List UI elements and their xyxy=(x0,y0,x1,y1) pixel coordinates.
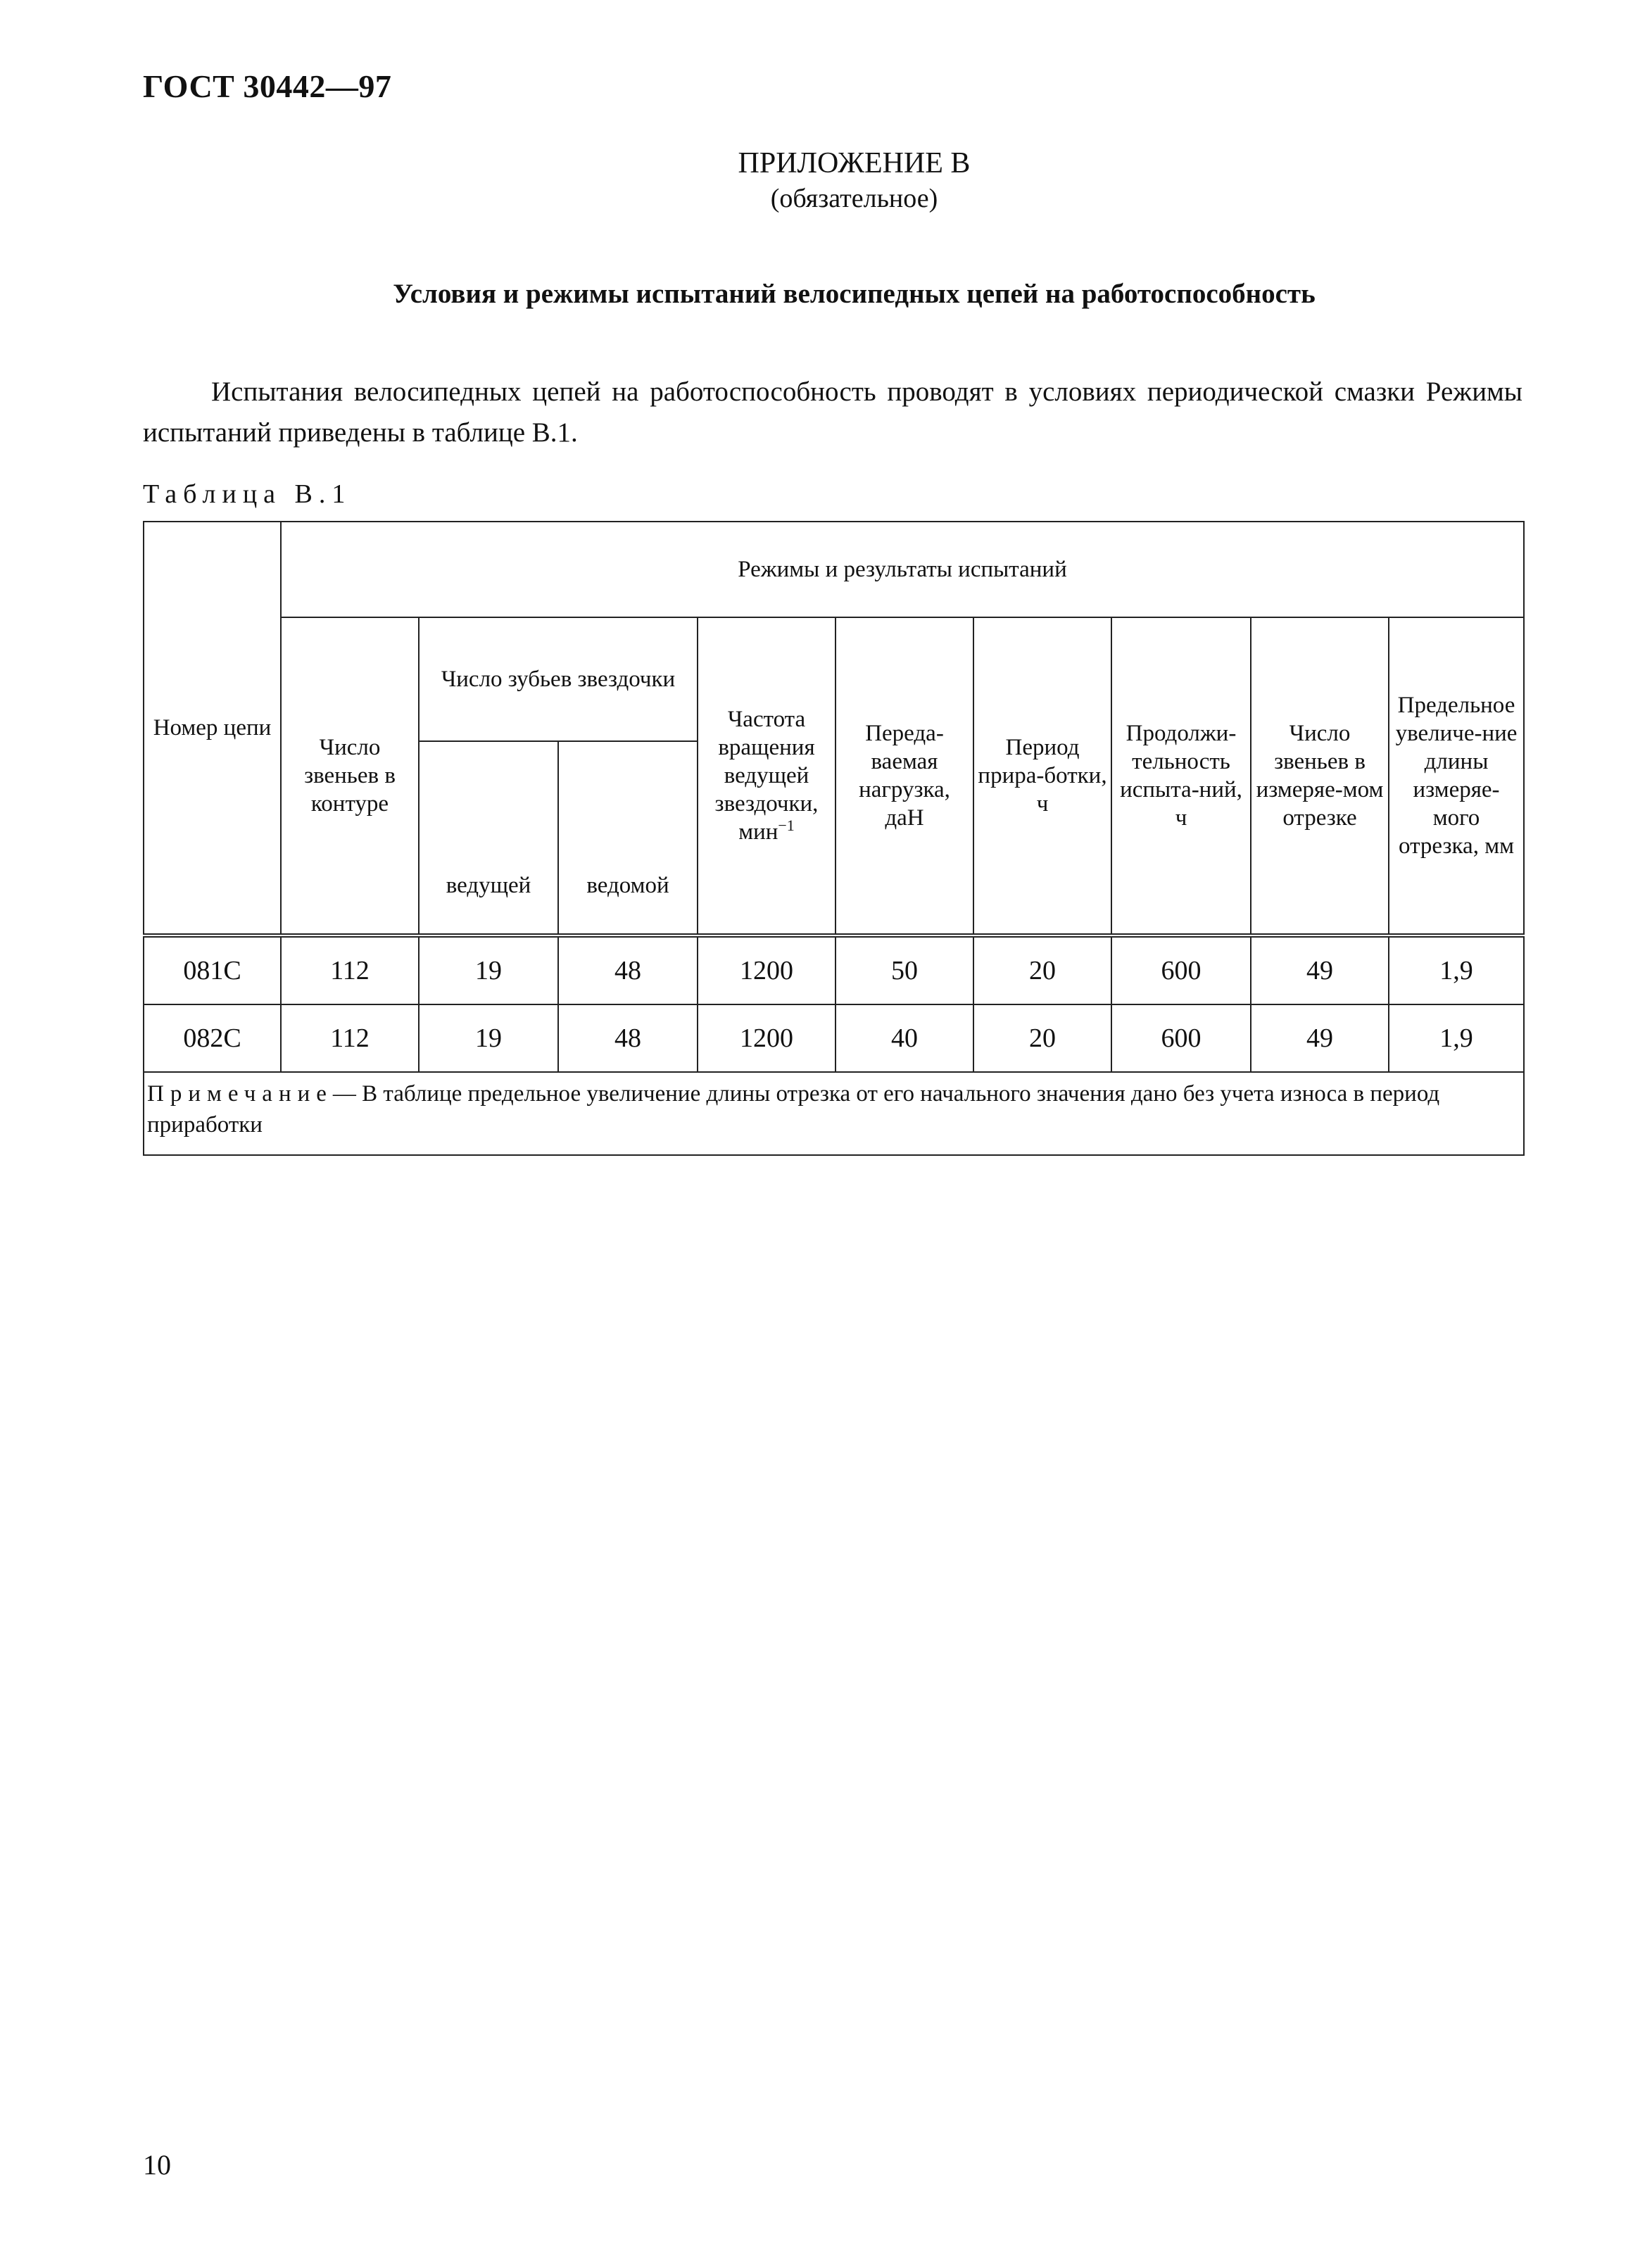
cell-links: 112 xyxy=(281,1004,419,1072)
cell-links: 112 xyxy=(281,935,419,1004)
header-rotation-frequency-text: Частота вращения ведущей звездочки, мин xyxy=(714,707,819,845)
header-duration: Продолжи-тельность испыта-ний, ч xyxy=(1111,617,1251,935)
cell-frequency: 1200 xyxy=(698,935,836,1004)
header-chain-number: Номер цепи xyxy=(144,522,281,935)
header-load: Переда-ваемая нагрузка, даН xyxy=(836,617,973,935)
header-links-in-loop: Число звеньев в контуре xyxy=(281,617,419,935)
table-caption: Таблица В.1 xyxy=(143,479,352,509)
table-row xyxy=(144,935,1524,1004)
cell-measured: 49 xyxy=(1251,1004,1389,1072)
document-standard-number: ГОСТ 30442—97 xyxy=(143,68,392,104)
cell-driving: 19 xyxy=(419,935,558,1004)
cell-chain: 081С xyxy=(144,935,281,1004)
header-rotation-frequency xyxy=(698,617,836,935)
header-run-in: Период прира-ботки, ч xyxy=(973,617,1111,935)
cell-run-in: 20 xyxy=(973,1004,1111,1072)
table-note-row xyxy=(144,1072,1524,1155)
cell-driven: 48 xyxy=(558,935,698,1004)
cell-duration: 600 xyxy=(1111,935,1251,1004)
header-links-measured: Число звеньев в измеряе-мом отрезке xyxy=(1251,617,1389,935)
header-max-elongation: Предельное увеличе-ние длины измеряе-мого отрезка, мм xyxy=(1389,617,1524,935)
cell-duration: 600 xyxy=(1111,1004,1251,1072)
header-teeth-group: Число зубьев звездочки xyxy=(419,617,698,741)
cell-elongation: 1,9 xyxy=(1389,1004,1524,1072)
cell-run-in: 20 xyxy=(973,935,1111,1004)
page-number: 10 xyxy=(143,2149,171,2181)
cell-load: 50 xyxy=(836,935,973,1004)
cell-driving: 19 xyxy=(419,1004,558,1072)
section-title: Условия и режимы испытаний велосипедных цепей на работоспособность xyxy=(393,279,1316,309)
note-text: — В таблице предельное увеличение длины отрезка от его начального значения дано без учета износа в период приработки xyxy=(147,1081,1440,1137)
header-rotation-frequency-sup: −1 xyxy=(778,817,795,834)
header-teeth-driven: ведомой xyxy=(558,741,698,935)
appendix-status: (обязательное) xyxy=(770,184,938,213)
cell-measured: 49 xyxy=(1251,935,1389,1004)
table-note xyxy=(144,1072,1524,1155)
header-teeth-driving: ведущей xyxy=(419,741,558,935)
cell-load: 40 xyxy=(836,1004,973,1072)
cell-elongation: 1,9 xyxy=(1389,935,1524,1004)
intro-paragraph: Испытания велосипедных цепей на работоспособность проводят в условиях периодической смазки Режимы испытаний приведены в таблице В.1. xyxy=(143,377,1522,448)
header-group-modes-results: Режимы и результаты испытаний xyxy=(281,522,1524,617)
appendix-title: ПРИЛОЖЕНИЕ В xyxy=(738,147,971,179)
table-row xyxy=(144,1004,1524,1072)
test-modes-table xyxy=(143,521,1525,1156)
cell-frequency: 1200 xyxy=(698,1004,836,1072)
cell-chain: 082С xyxy=(144,1004,281,1072)
note-label: Примечание xyxy=(147,1081,333,1107)
cell-driven: 48 xyxy=(558,1004,698,1072)
